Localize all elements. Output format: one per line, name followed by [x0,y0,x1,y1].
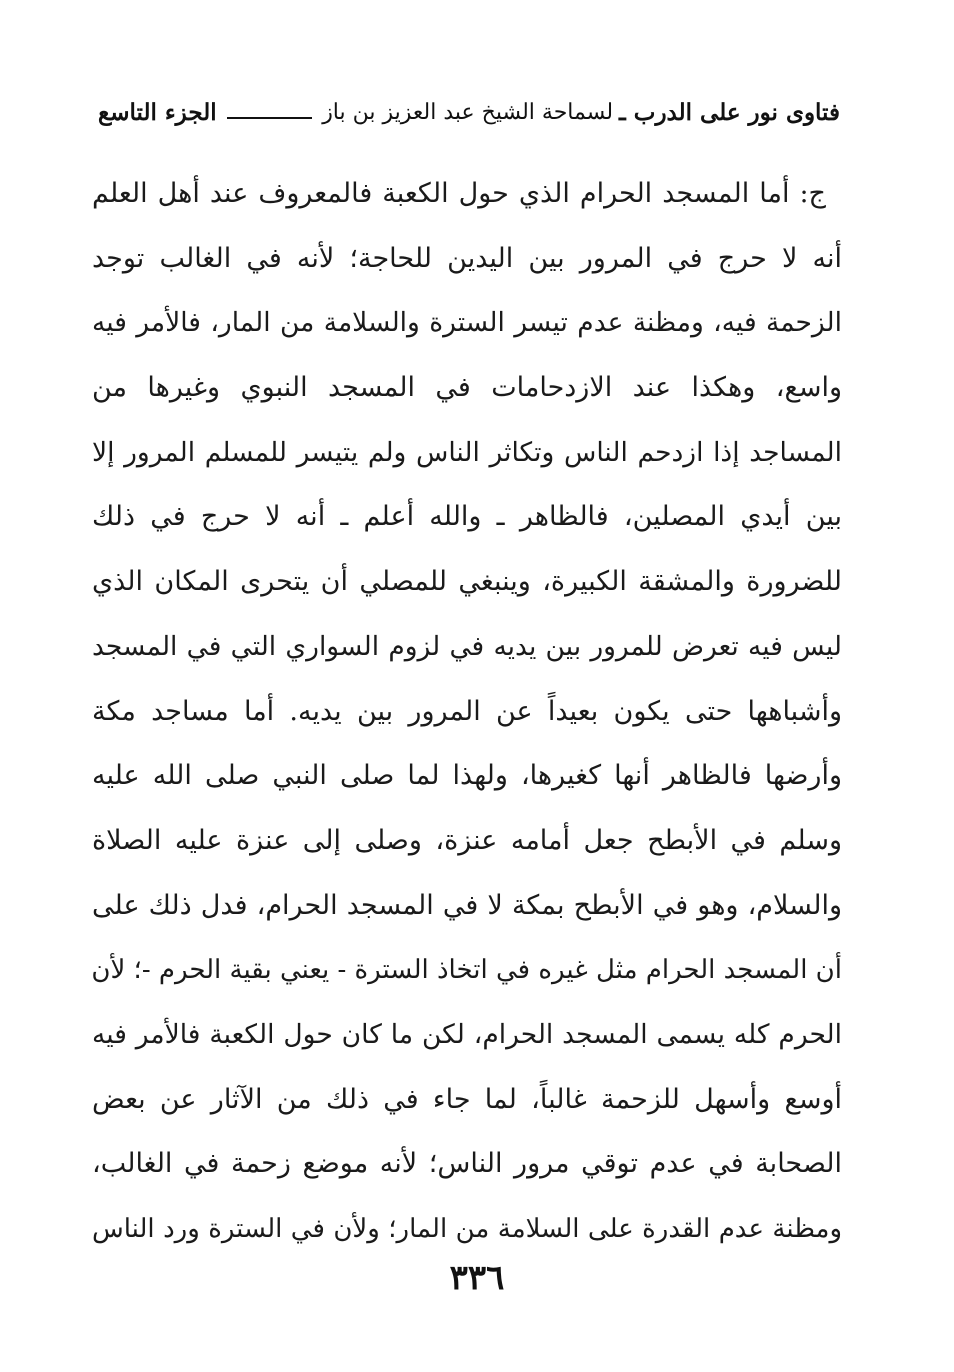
text-line: الصحابة في عدم توقي مرور الناس؛ لأنه موضع زحمة في الغالب، [92,1148,842,1180]
text-line: وأرضها فالظاهر أنها كغيرها، ولهذا لما صلى النبي صلى الله عليه [92,760,842,792]
text-line: ومظنة عدم القدرة على السلامة من المار؛ ولأن في السترة ورد الناس [92,1214,842,1244]
text-line: أوسع وأسهل للزحمة غالباً، لما جاء في ذلك من الآثار عن بعض [92,1083,842,1115]
text-line: الحرم كله يسمى المسجد الحرام، لكن ما كان حول الكعبة فالأمر فيه [92,1018,842,1050]
text-line: والسلام، وهو في الأبطح بمكة لا في المسجد الحرام، فدل ذلك على [92,889,842,921]
text-line: ليس فيه تعرض للمرور بين يديه في لزوم السواري التي في المسجد [92,630,842,662]
text-line: واسع، وهكذا عند الازدحامات في المسجد النبوي وغيرها من [92,372,842,404]
text-line: ج: أما المسجد الحرام الذي حول الكعبة فالمعروف عند أهل العلم [92,178,826,209]
text-line: وسلم في الأبطح جعل أمامه عنزة، وصلى إلى عنزة عليه الصلاة [92,824,842,856]
header-rule [227,117,313,119]
page-number: ٣٣٦ [449,1258,505,1298]
text-line: بين أيدي المصلين، فالظاهر ـ والله أعلم ـ أنه لا حرج في ذلك [92,501,842,533]
fatwa-answer-text [92,162,842,1262]
running-header [98,92,840,132]
text-line: أنه لا حرج في المرور بين اليدين للحاجة؛ لأنه في الغالب توجد [92,242,842,274]
text-line: الزحمة فيه، ومظنة عدم تيسر السترة والسلامة من المار، فالأمر فيه [92,307,842,339]
text-line: أن المسجد الحرام مثل غيره في اتخاذ السترة - يعني بقية الحرم -؛ لأن [91,955,842,986]
text-line: للضرورة والمشقة الكبيرة، وينبغي للمصلي أن يتحرى المكان الذي [92,566,842,598]
book-title: فتاوى نور على الدرب ـ [619,98,840,126]
volume-label: الجزء التاسع [98,98,217,126]
author-name: لسماحة الشيخ عبد العزيز بن باز [322,99,614,125]
text-line: وأشباهها حتى يكون بعيداً عن المرور بين يديه. أما مساجد مكة [92,695,842,727]
text-line: المساجد إذا ازدحم الناس وتكاثر الناس ولم يتيسر للمسلم المرور إلا [92,436,842,468]
